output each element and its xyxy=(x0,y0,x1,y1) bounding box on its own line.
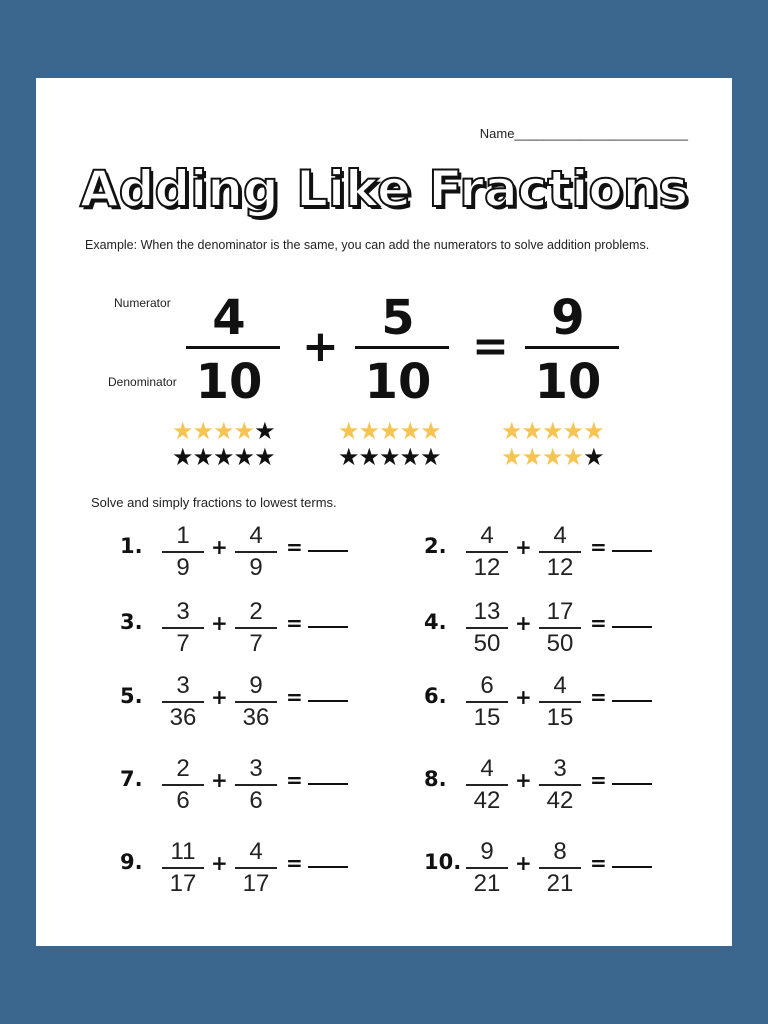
numerator: 4 xyxy=(553,672,567,699)
equals-sign: = xyxy=(286,611,303,635)
fraction-first xyxy=(160,598,206,658)
denominator: 21 xyxy=(473,870,501,897)
fraction-first xyxy=(160,838,206,898)
numerator: 4 xyxy=(249,838,263,865)
plus-sign: + xyxy=(211,535,228,559)
plus-sign: + xyxy=(515,685,532,709)
denominator: 42 xyxy=(473,787,501,814)
fraction-bar xyxy=(235,701,277,703)
fraction-first xyxy=(464,838,510,898)
numerator: 2 xyxy=(249,598,263,625)
example-c-denominator: 10 xyxy=(534,354,602,410)
fraction-second xyxy=(233,598,279,658)
problem-number: 10. xyxy=(424,850,462,874)
example-equals: = xyxy=(472,321,509,372)
numerator: 6 xyxy=(480,672,494,699)
problem-5 xyxy=(120,672,420,732)
name-field[interactable]: Name________________________ xyxy=(479,126,688,141)
plus-sign: + xyxy=(211,851,228,875)
answer-line[interactable] xyxy=(308,700,348,702)
star-icon: ★★★★★ xyxy=(501,417,604,445)
denominator: 50 xyxy=(473,630,501,657)
fraction-bar xyxy=(539,867,581,869)
denominator: 36 xyxy=(242,704,270,731)
fraction-bar xyxy=(235,551,277,553)
equals-sign: = xyxy=(286,768,303,792)
example-c-bar xyxy=(525,346,619,349)
fraction-bar xyxy=(466,627,508,629)
answer-line[interactable] xyxy=(308,783,348,785)
fraction-bar xyxy=(162,627,204,629)
numerator: 8 xyxy=(553,838,567,865)
numerator: 3 xyxy=(249,755,263,782)
plus-sign: + xyxy=(515,535,532,559)
answer-line[interactable] xyxy=(308,626,348,628)
problem-7 xyxy=(120,755,420,815)
answer-line[interactable] xyxy=(308,550,348,552)
equals-sign: = xyxy=(286,535,303,559)
star-icon: ★★★★★ xyxy=(172,443,275,471)
fraction-first xyxy=(160,522,206,582)
answer-line[interactable] xyxy=(308,866,348,868)
numerator: 1 xyxy=(176,522,190,549)
problem-8 xyxy=(424,755,724,815)
denominator: 6 xyxy=(249,787,263,814)
problem-1 xyxy=(120,522,420,582)
fraction-second xyxy=(233,755,279,815)
denominator-label: Denominator xyxy=(108,375,177,389)
star-icon: ★★★★ xyxy=(501,443,584,471)
numerator: 9 xyxy=(249,672,263,699)
fraction-first xyxy=(464,672,510,732)
plus-sign: + xyxy=(515,611,532,635)
equals-sign: = xyxy=(590,768,607,792)
stars-b-top xyxy=(338,418,441,444)
equals-sign: = xyxy=(286,685,303,709)
denominator: 42 xyxy=(546,787,574,814)
problem-number: 8. xyxy=(424,767,447,791)
example-c-numerator: 9 xyxy=(551,290,585,346)
denominator: 6 xyxy=(176,787,190,814)
numerator: 4 xyxy=(480,522,494,549)
equals-sign: = xyxy=(286,851,303,875)
denominator: 7 xyxy=(249,630,263,657)
denominator: 15 xyxy=(473,704,501,731)
instructions: Solve and simply fractions to lowest terms. xyxy=(91,495,337,510)
stars-a-bottom xyxy=(172,444,275,470)
fraction-first xyxy=(160,672,206,732)
fraction-second xyxy=(233,672,279,732)
fraction-bar xyxy=(162,784,204,786)
numerator: 4 xyxy=(553,522,567,549)
equals-sign: = xyxy=(590,851,607,875)
numerator: 3 xyxy=(553,755,567,782)
fraction-bar xyxy=(466,701,508,703)
plus-sign: + xyxy=(211,611,228,635)
fraction-first xyxy=(464,522,510,582)
answer-line[interactable] xyxy=(612,783,652,785)
numerator: 9 xyxy=(480,838,494,865)
problem-4 xyxy=(424,598,724,658)
star-icon: ★ xyxy=(583,443,604,471)
denominator: 17 xyxy=(242,870,270,897)
equals-sign: = xyxy=(590,535,607,559)
numerator: 2 xyxy=(176,755,190,782)
fraction-bar xyxy=(539,784,581,786)
numerator: 4 xyxy=(249,522,263,549)
fraction-first xyxy=(464,755,510,815)
problem-3 xyxy=(120,598,420,658)
problem-number: 6. xyxy=(424,684,447,708)
problem-9 xyxy=(120,838,420,898)
numerator: 4 xyxy=(480,755,494,782)
numerator: 3 xyxy=(176,598,190,625)
fraction-bar xyxy=(466,784,508,786)
denominator: 50 xyxy=(546,630,574,657)
problem-number: 7. xyxy=(120,767,143,791)
fraction-bar xyxy=(235,867,277,869)
fraction-second xyxy=(537,672,583,732)
denominator: 7 xyxy=(176,630,190,657)
equals-sign: = xyxy=(590,611,607,635)
example-a-bar xyxy=(186,346,280,349)
denominator: 17 xyxy=(169,870,197,897)
plus-sign: + xyxy=(515,851,532,875)
plus-sign: + xyxy=(515,768,532,792)
example-plus: + xyxy=(302,321,339,372)
fraction-bar xyxy=(539,701,581,703)
answer-line[interactable] xyxy=(612,866,652,868)
fraction-bar xyxy=(162,701,204,703)
stars-b-bottom xyxy=(338,444,441,470)
example-a-denominator: 10 xyxy=(195,354,263,410)
plus-sign: + xyxy=(211,768,228,792)
stars-c-bottom xyxy=(501,444,604,470)
fraction-bar xyxy=(235,784,277,786)
fraction-bar xyxy=(466,551,508,553)
denominator: 21 xyxy=(546,870,574,897)
plus-sign: + xyxy=(211,685,228,709)
example-a-numerator: 4 xyxy=(212,290,246,346)
numerator: 17 xyxy=(546,598,574,625)
example-b-denominator: 10 xyxy=(364,354,432,410)
fraction-bar xyxy=(539,551,581,553)
problem-number: 5. xyxy=(120,684,143,708)
fraction-second xyxy=(537,598,583,658)
fraction-second xyxy=(233,838,279,898)
numerator: 11 xyxy=(170,838,196,865)
answer-line[interactable] xyxy=(612,700,652,702)
problem-number: 2. xyxy=(424,534,447,558)
fraction-bar xyxy=(539,627,581,629)
numerator: 13 xyxy=(473,598,501,625)
fraction-bar xyxy=(466,867,508,869)
problem-number: 3. xyxy=(120,610,143,634)
fraction-second xyxy=(233,522,279,582)
example-text: Example: When the denominator is the same, you can add the numerators to solve addition problems. xyxy=(85,238,650,252)
fraction-bar xyxy=(162,551,204,553)
fraction-bar xyxy=(235,627,277,629)
fraction-second xyxy=(537,522,583,582)
problem-number: 1. xyxy=(120,534,143,558)
answer-line[interactable] xyxy=(612,550,652,552)
problem-10 xyxy=(424,838,724,898)
star-icon: ★★★★★ xyxy=(338,443,441,471)
star-icon: ★★★★★ xyxy=(338,417,441,445)
answer-line[interactable] xyxy=(612,626,652,628)
problem-number: 4. xyxy=(424,610,447,634)
problem-2 xyxy=(424,522,724,582)
denominator: 15 xyxy=(546,704,574,731)
fraction-first xyxy=(160,755,206,815)
fraction-bar xyxy=(162,867,204,869)
example-b-numerator: 5 xyxy=(381,290,415,346)
stars-a-top xyxy=(172,418,275,444)
problem-6 xyxy=(424,672,724,732)
problem-number: 9. xyxy=(120,850,143,874)
fraction-first xyxy=(464,598,510,658)
denominator: 9 xyxy=(249,554,263,581)
denominator: 12 xyxy=(473,554,501,581)
denominator: 9 xyxy=(176,554,190,581)
numerator: 3 xyxy=(176,672,190,699)
denominator: 12 xyxy=(546,554,574,581)
equals-sign: = xyxy=(590,685,607,709)
fraction-second xyxy=(537,755,583,815)
worksheet-title: Adding Like Fractions xyxy=(79,160,689,218)
fraction-second xyxy=(537,838,583,898)
example-b-bar xyxy=(355,346,449,349)
worksheet xyxy=(36,78,732,946)
stars-c-top xyxy=(501,418,604,444)
numerator-label: Numerator xyxy=(114,296,171,310)
star-icon: ★ xyxy=(254,417,275,445)
star-icon: ★★★★ xyxy=(172,417,255,445)
denominator: 36 xyxy=(169,704,197,731)
